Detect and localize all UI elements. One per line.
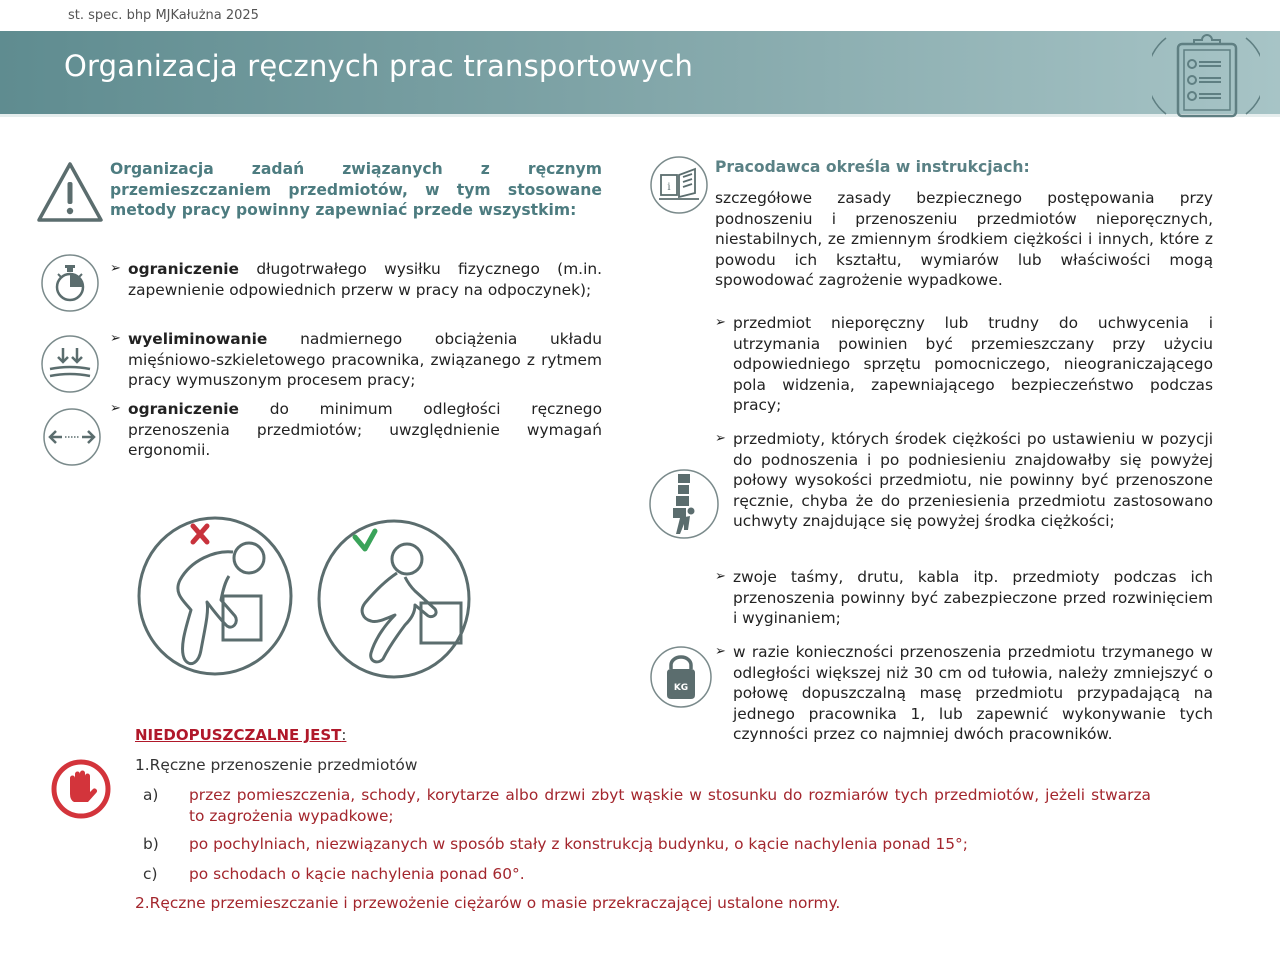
forbidden-colon: : — [341, 726, 347, 744]
left-bullet-2 — [110, 329, 602, 391]
correct-lifting-illustration — [315, 515, 473, 679]
bullet-text: w razie konieczności przenoszenia przedmiotu trzymanego w odległości większej niż 30 cm od tułowia, należy zmniejszyć o połowę dopuszczalną masę przedmiotu przypadającą na jednego pracownika 1, lub zapewnić wykonywanie tych czynności przez co najmniej dwóch pracowników. — [733, 643, 1213, 743]
instruction-book-icon — [649, 155, 709, 215]
right-bullet-2 — [715, 429, 1213, 532]
forbidden-title-text: NIEDOPUSZCZALNE JEST — [135, 726, 342, 744]
subitem-label: c) — [143, 865, 158, 883]
subitem-text: przez pomieszczenia, schody, korytarze albo drzwi zbyt wąskie w stosunku do rozmiarów tych przedmiotów, jeżeli stwarza to zagrożenia wypadkowe; — [189, 786, 1151, 825]
subitem-label: b) — [143, 835, 159, 853]
bullet-arrow-icon: ➢ — [110, 331, 121, 346]
kettlebell-kg-icon — [649, 645, 713, 709]
subitem-text: po pochylniach, niezwiązanych w sposób stały z konstrukcją budynku, o kącie nachylenia ponad 15°; — [189, 835, 968, 853]
right-bullet-1 — [715, 313, 1213, 416]
forbidden-title — [135, 726, 346, 744]
bullet-text: przedmioty, których środek ciężkości po ustawieniu w pozycji do podnoszenia i po podniesieniu znajdowałby się powyżej połowy wysokości przedmiotu, nie powinny być przenoszone ręcznie, chyba że do przeniesienia przedmiotu zastosowano uchwyty znajdujące się powyżej środka ciężkości; — [733, 430, 1213, 530]
bullet-arrow-icon: ➢ — [715, 431, 726, 446]
check-mark-icon — [355, 531, 375, 549]
bullet-text: do minimum odległości ręcznego przenoszenia przedmiotów; uwzględnienie wymagań ergonomii. — [128, 400, 602, 459]
stacked-boxes-carrier-icon — [648, 468, 720, 540]
left-bullet-3 — [110, 399, 602, 461]
stop-hand-icon — [50, 758, 112, 820]
cross-mark-icon — [193, 526, 207, 542]
forbidden-subitem-a — [143, 785, 1151, 826]
forbidden-subitem-b — [143, 834, 1151, 855]
bullet-arrow-icon: ➢ — [715, 569, 726, 584]
warning-icon — [35, 160, 105, 224]
bullet-arrow-icon: ➢ — [715, 644, 726, 659]
bullet-arrow-icon: ➢ — [715, 315, 726, 330]
right-bullet-3 — [715, 567, 1213, 629]
forbidden-item-1: 1.Ręczne przenoszenie przedmiotów — [135, 756, 418, 774]
intro-text: Organizacja zadań związanych z ręcznym przemieszczaniem przedmiotów, w tym stosowane metody pracy powinny zapewniać przede wszystkim: — [110, 160, 602, 219]
left-bullet-1 — [110, 259, 602, 300]
stopwatch-icon — [40, 253, 100, 313]
bullet-arrow-icon: ➢ — [110, 261, 121, 276]
author-credit: st. spec. bhp MJKałużna 2025 — [68, 8, 259, 23]
right-bullet-4 — [715, 642, 1213, 745]
forbidden-item-2: 2.Ręczne przemieszczanie i przewożenie ciężarów o masie przekraczającej ustalone normy. — [135, 894, 841, 912]
kg-label: KG — [673, 683, 689, 693]
subitem-text: po schodach o kącie nachylenia ponad 60°. — [189, 865, 525, 883]
bullet-bold: ograniczenie — [128, 400, 239, 418]
svg-text:i: i — [667, 182, 671, 193]
bullet-bold: wyeliminowanie — [128, 330, 268, 348]
bullet-arrow-icon: ➢ — [110, 401, 121, 416]
bullet-text: długotrwałego wysiłku fizycznego (m.in. zapewnienie odpowiednich przerw w pracy na odpoczynek); — [128, 260, 602, 299]
distance-arrows-icon — [42, 407, 102, 467]
page-title: Organizacja ręcznych prac transportowych — [64, 49, 694, 83]
bullet-bold: ograniczenie — [128, 260, 239, 278]
subitem-label: a) — [143, 786, 159, 804]
forbidden-subitem-c — [143, 864, 1151, 885]
clipboard-checklist-icon — [1152, 32, 1260, 120]
bullet-text: zwoje taśmy, drutu, kabla itp. przedmioty podczas ich przenoszenia powinny być zabezpieczone przed rozwinięciem i wyginaniem; — [733, 568, 1213, 627]
pressure-arrows-icon — [40, 334, 100, 394]
right-paragraph: szczegółowe zasady bezpiecznego postępowania przy podnoszeniu i przenoszeniu przedmiotów nieporęcznych, niestabilnych, ze zmiennym środkiem ciężkości i innych, które z powodu ich kształtu, wymiarów lub właściwości mogą spowodować zagrożenie wypadkowe. — [715, 189, 1213, 289]
incorrect-lifting-illustration — [135, 510, 295, 678]
bullet-text: przedmiot nieporęczny lub trudny do uchwycenia i utrzymania powinien być przemieszczany przy użyciu odpowiedniego sprzętu pomocniczego, nieograniczającego pola widzenia, zapewniającego bezpieczeństwo podczas pracy; — [733, 314, 1213, 414]
right-heading: Pracodawca określa w instrukcjach: — [715, 158, 1030, 176]
bullet-text: nadmiernego obciążenia układu mięśniowo-szkieletowego pracownika, związanego z rytmem pracy wymuszonym procesem pracy; — [128, 330, 602, 389]
